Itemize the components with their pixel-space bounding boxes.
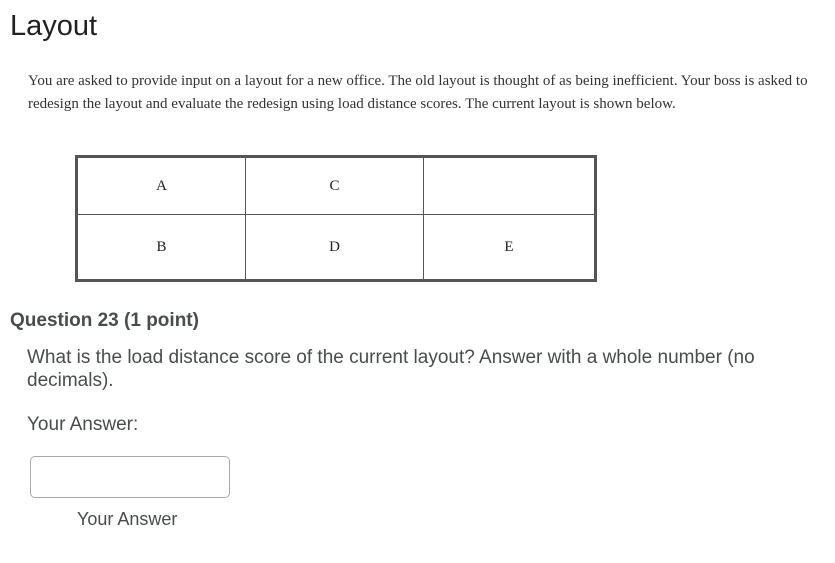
layout-cell: B bbox=[77, 215, 246, 281]
layout-cell: C bbox=[246, 157, 424, 215]
answer-caption: Your Answer bbox=[77, 509, 178, 529]
layout-cell bbox=[424, 157, 596, 215]
layout-row bbox=[77, 157, 596, 215]
page-title: Layout bbox=[10, 10, 98, 42]
answer-label: Your Answer: bbox=[27, 414, 139, 435]
question-text: What is the load distance score of the current layout? Answer with a whole number (no decimals). bbox=[27, 347, 755, 391]
office-layout-grid bbox=[75, 155, 597, 282]
layout-row bbox=[77, 215, 596, 281]
question-points: (1 point) bbox=[124, 310, 199, 331]
layout-cell: A bbox=[77, 157, 246, 215]
layout-cell: D bbox=[246, 215, 424, 281]
question-header bbox=[10, 309, 199, 333]
question-number: Question 23 bbox=[10, 310, 119, 331]
intro-paragraph: You are asked to provide input on a layout for a new office. The old layout is thought of as being inefficient. Your boss is asked to redesign the layout and evaluate the redesign using load distance scores. The current layout is shown below. bbox=[28, 73, 808, 113]
answer-input[interactable] bbox=[30, 456, 230, 498]
layout-cell: E bbox=[424, 215, 596, 281]
